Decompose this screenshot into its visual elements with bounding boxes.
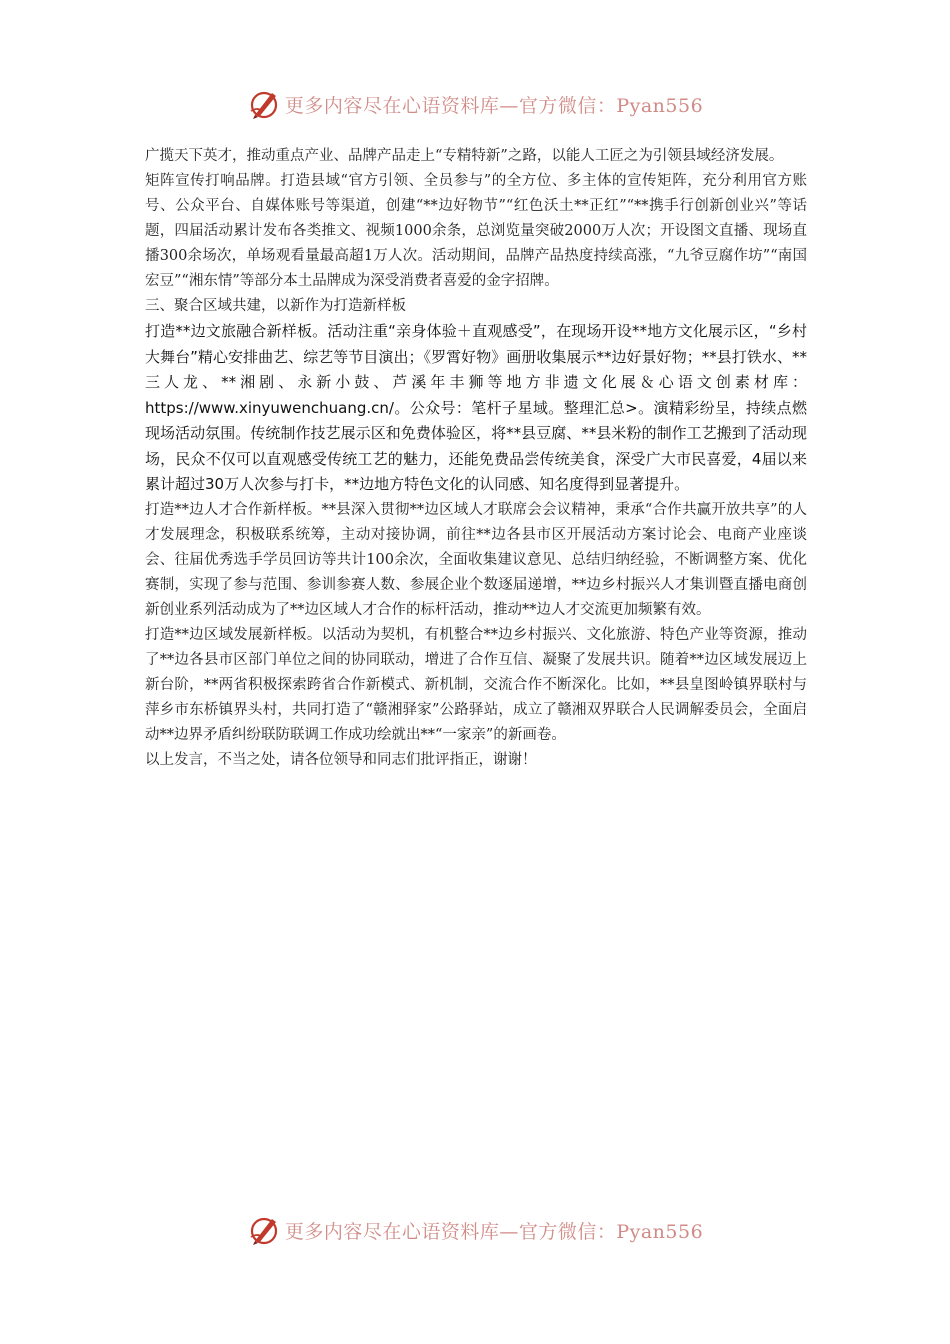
watermark-text: 更多内容尽在心语资料库—官方微信：Pyan556 — [284, 1220, 704, 1243]
paragraph: 打造**边区域发展新样板。以活动为契机，有机整合**边乡村振兴、文化旅游、特色产业等资源，推动了**边各县市区部门单位之间的协同联动，增进了合作互信、凝聚了发展共识。随着**边区域发展迈上新台阶，**两省积极探索跨省合作新模式、新机制，交流合作不断深化。比如，**县皇图岭镇界联村与萍乡市东桥镇界头村，共同打造了“赣湘驿家”公路驿站，成立了赣湘双界联合人民调解委员会，全面启动**边界矛盾纠纷联防联调工作成功绘就出**“一家亲”的新画卷。 — [145, 626, 807, 743]
paragraph: 矩阵宣传打响品牌。打造县域“官方引领、全员参与”的全方位、多主体的宣传矩阵，充分利用官方账号、公众平台、自媒体账号等渠道，创建“**边好物节”“红色沃土**正红”“**携手行创新创业兴”等话题，四届活动累计发布各类推文、视频1000余条，总浏览量突破2000万人次；开设图文直播、现场直播300余场次，单场观看量最高超1万人次。活动期间，品牌产品热度持续高涨，“九爷豆腐作坊”“南国宏豆”“湘东情”等部分本土品牌成为深受消费者喜爱的金字招牌。 — [145, 173, 807, 289]
document-body — [145, 144, 807, 773]
section-heading: 三、聚合区域共建，以新作为打造新样板 — [145, 298, 406, 314]
paragraph: 广揽天下英才，推动重点产业、品牌产品走上“专精特新”之路，以能人工匠之为引领县域经济发展。 — [145, 148, 784, 164]
header-watermark — [0, 84, 950, 124]
closing-paragraph: 以上发言，不当之处，请各位领导和同志们批评指正，谢谢！ — [145, 751, 537, 768]
paragraph: 打造**边人才合作新样板。**县深入贯彻**边区域人才联席会会议精神，秉承“合作共赢开放共享”的人才发展理念，积极联系统筹，主动对接协调，前往**边各县市区开展活动方案讨论会、电商产业座谈会、往届优秀选手学员回访等共计100余次，全面收集建议意见、总结归纳经验，不断调整方案、优化赛制，实现了参与范围、参训参赛人数、参展企业个数逐届递增，**边乡村振兴人才集训暨直播电商创新创业系列活动成为了**边区域人才合作的标杆活动，推动**边人才交流更加频繁有效。 — [145, 501, 807, 618]
footer-watermark — [0, 1210, 950, 1250]
pen-logo-icon — [247, 87, 281, 121]
pen-logo-icon — [247, 1213, 281, 1247]
watermark-text: 更多内容尽在心语资料库—官方微信：Pyan556 — [284, 94, 704, 117]
paragraph: 打造**边文旅融合新样板。活动注重“亲身体验＋直观感受”，在现场开设**地方文化展示区，“乡村大舞台”精心安排曲艺、综艺等节目演出；《罗霄好物》画册收集展示**边好景好物；**县打铁水、**三人龙、**湘剧、永新小鼓、芦溪年丰狮等地方非遗文化展＆心语文创素材库：https://www.xinyuwenchuang.cn/。公众号：笔杆子星域。整理汇总>。演精彩纷呈，持续点燃现场活动氛围。传统制作技艺展示区和免费体验区，将**县豆腐、**县米粉的制作工艺搬到了活动现场，民众不仅可以直观感受传统工艺的魅力，还能免费品尝传统美食，深受广大市民喜爱，4届以来累计超过30万人次参与打卡，**边地方特色文化的认同感、知名度得到显著提升。 — [145, 322, 807, 493]
